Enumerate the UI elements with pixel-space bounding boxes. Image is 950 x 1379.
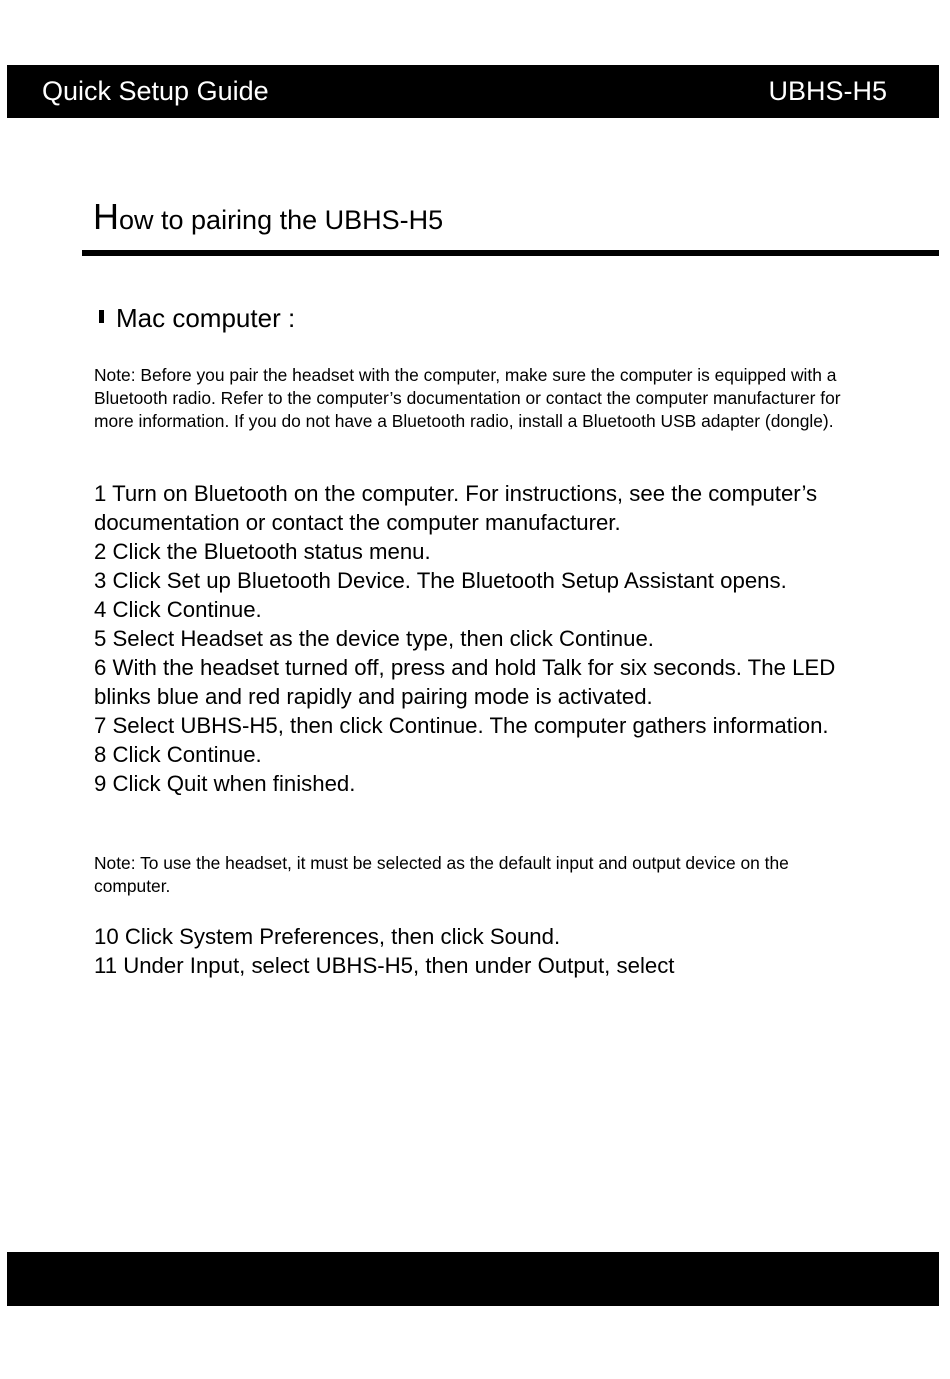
heading-divider xyxy=(82,250,939,256)
section-title-rest: ow to pairing the UBHS-H5 xyxy=(119,205,444,235)
subheading-text: Mac computer : xyxy=(116,303,296,333)
step-item: 2 Click the Bluetooth status menu. xyxy=(94,539,431,564)
step-item: 10 Click System Preferences, then click Sound. xyxy=(94,924,561,949)
header-bar xyxy=(7,65,939,118)
guide-title: Quick Setup Guide xyxy=(42,76,269,106)
step-item: 9 Click Quit when finished. xyxy=(94,771,356,796)
step-item: 7 Select UBHS-H5, then click Continue. The computer gathers information. xyxy=(94,713,829,738)
step-item: 6 With the headset turned off, press and hold Talk for six seconds. The LED blinks blue and red rapidly and pairing mode is activated. xyxy=(94,655,836,709)
note-default-device: Note: To use the headset, it must be selected as the default input and output device on the computer. xyxy=(94,853,789,896)
model-name: UBHS-H5 xyxy=(768,76,887,106)
steps-list-continued xyxy=(94,922,864,980)
step-item: 3 Click Set up Bluetooth Device. The Bluetooth Setup Assistant opens. xyxy=(94,568,787,593)
bullet-marker xyxy=(99,310,104,323)
footer-bar xyxy=(7,1252,939,1306)
subheading xyxy=(99,301,295,335)
step-item: 1 Turn on Bluetooth on the computer. For instructions, see the computer’s documentation or contact the computer manufacturer. xyxy=(94,481,818,535)
note-equipment: Note: Before you pair the headset with the computer, make sure the computer is equipped with a Bluetooth radio. Refer to the computer’s documentation or contact the computer manufacturer for more information. If you do not have a Bluetooth radio, install a Bluetooth USB adapter (dongle). xyxy=(94,365,841,431)
section-title-initial: H xyxy=(93,196,119,237)
step-item: 5 Select Headset as the device type, then click Continue. xyxy=(94,626,654,651)
section-title xyxy=(93,197,443,240)
steps-list xyxy=(94,479,864,798)
step-item: 11 Under Input, select UBHS-H5, then under Output, select xyxy=(94,953,675,978)
step-item: 4 Click Continue. xyxy=(94,597,262,622)
step-item: 8 Click Continue. xyxy=(94,742,262,767)
